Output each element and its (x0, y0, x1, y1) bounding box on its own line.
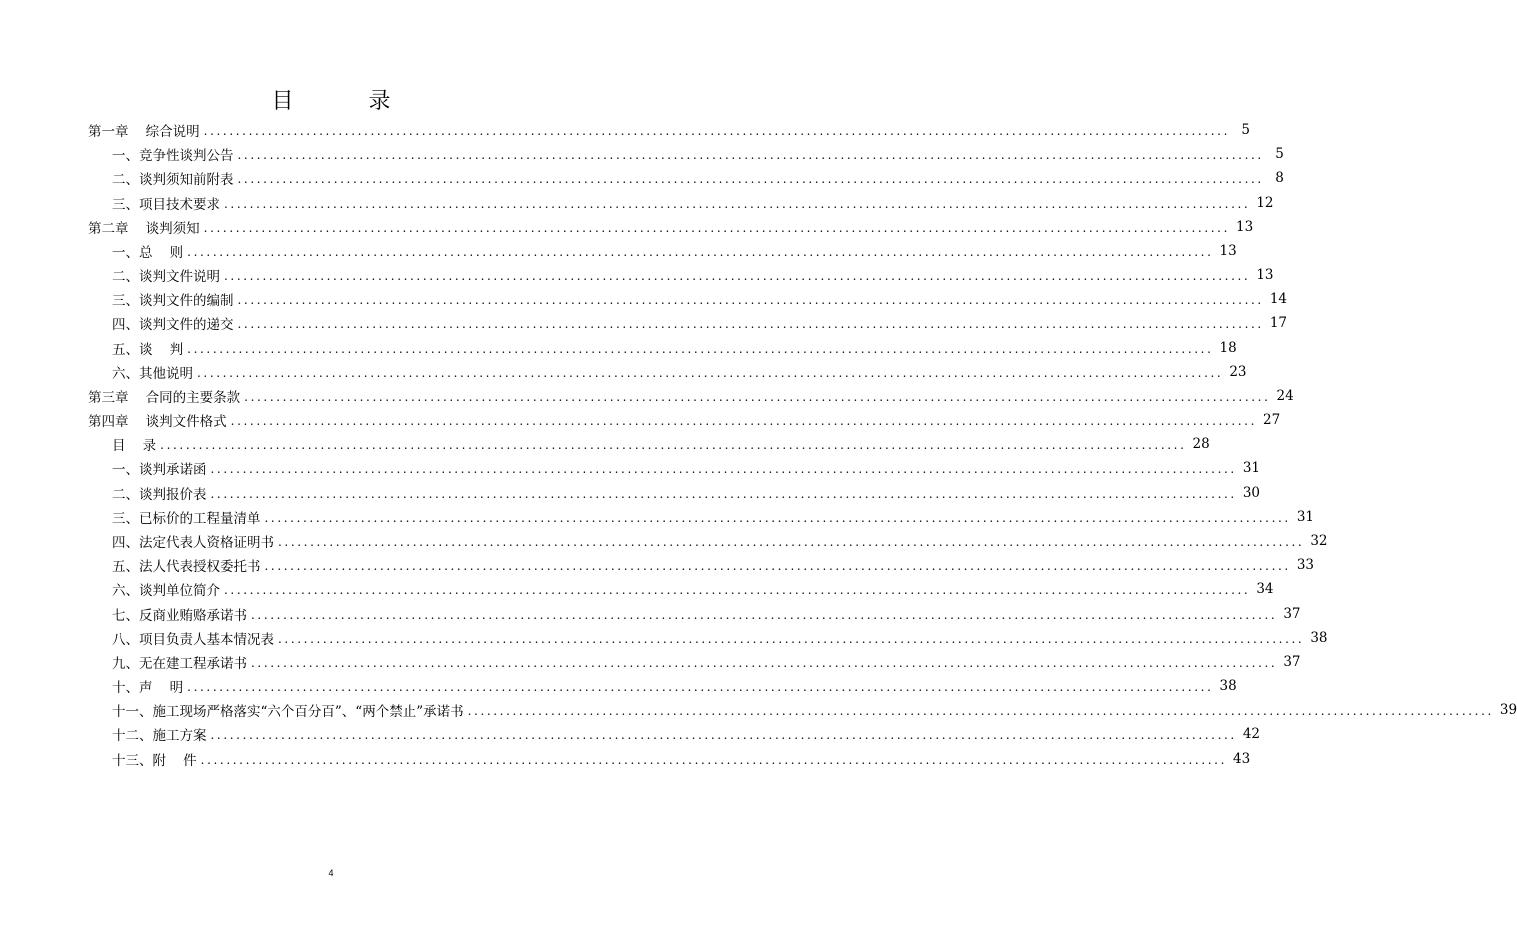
toc-entry-label: 三、项目技术要求 (112, 196, 220, 213)
toc-entry-page: 33 (1296, 557, 1314, 574)
toc-entry-label: 十一、施工现场严格落实“六个百分百”、“两个禁止”承诺书 (112, 704, 464, 721)
toc-leader-dots: ................................................................................................................................................................ (210, 486, 1237, 501)
toc-entry-label: 十二、施工方案 (112, 728, 207, 745)
toc-entry[interactable] (88, 698, 1517, 722)
toc-leader-dots: ................................................................................................................................................................ (251, 607, 1278, 622)
toc-leader-dots: ................................................................................................................................................................ (210, 462, 1237, 477)
toc-entry-page: 13 (1256, 267, 1274, 284)
toc-entry-page: 28 (1192, 436, 1210, 453)
toc-entry-page: 13 (1235, 218, 1254, 235)
toc-entry-label: 一、竞争性谈判公告 (112, 148, 234, 165)
toc-entry[interactable] (88, 311, 1287, 335)
toc-entry[interactable] (88, 384, 1294, 408)
toc-entry-label: 一、总 则 (112, 244, 184, 261)
toc-leader-dots: ................................................................................................................................................................ (200, 752, 1227, 767)
toc-leader-dots: ................................................................................................................................................................ (278, 535, 1305, 549)
toc-entry-page: 34 (1256, 581, 1274, 598)
toc-entry[interactable] (88, 215, 1254, 239)
toc-leader-dots: ................................................................................................................................................................ (224, 269, 1251, 284)
toc-entry-label: 五、法人代表授权委托书 (112, 559, 261, 576)
toc-entry[interactable] (88, 263, 1274, 287)
toc-entry[interactable] (88, 577, 1274, 601)
page-number: 4 (328, 868, 334, 878)
toc-entry-page: 32 (1310, 533, 1328, 549)
toc-leader-dots: ................................................................................................................................................................ (160, 438, 1187, 453)
toc-leader-dots: ................................................................................................................................................................ (237, 172, 1264, 187)
toc-entry-label: 二、谈判须知前附表 (112, 172, 234, 189)
toc-entry-label: 二、谈判文件说明 (112, 269, 220, 286)
toc-entry-label: 第二章 谈判须知 (88, 220, 200, 237)
toc-entry-label: 六、其他说明 (112, 365, 193, 382)
toc-leader-dots: ................................................................................................................................................................ (230, 414, 1257, 429)
toc-entry-label: 第四章 谈判文件格式 (88, 414, 227, 431)
toc-entry-page: 13 (1219, 242, 1237, 259)
toc-entry-page: 31 (1242, 460, 1260, 477)
toc-entry[interactable] (88, 456, 1260, 480)
toc-entry[interactable] (88, 118, 1250, 142)
toc-entry-page: 24 (1276, 387, 1294, 404)
toc-entry[interactable] (88, 287, 1287, 311)
toc-entry-page: 8 (1275, 170, 1284, 187)
toc-entry-label: 目 录 (112, 438, 157, 455)
toc-leader-dots: ................................................................................................................................................................ (237, 317, 1264, 332)
toc-leader-dots: ................................................................................................................................................................ (187, 680, 1214, 695)
toc-leader-dots: ................................................................................................................................................................ (264, 559, 1291, 574)
toc-entry[interactable] (88, 674, 1237, 698)
toc-entry[interactable] (88, 626, 1328, 650)
toc-leader-dots: ................................................................................................................................................................ (224, 196, 1251, 211)
toc-leader-dots: ................................................................................................................................................................ (251, 655, 1278, 670)
toc-entry[interactable] (88, 432, 1210, 456)
toc-entry-page: 31 (1296, 508, 1314, 525)
toc-entry-label: 四、法定代表人资格证明书 (112, 535, 274, 551)
toc-entry-page: 12 (1256, 194, 1274, 211)
toc-leader-dots: ................................................................................................................................................................ (210, 728, 1237, 743)
toc-entry-label: 三、谈判文件的编制 (112, 293, 234, 310)
toc-leader-dots: ................................................................................................................................................................ (237, 148, 1264, 163)
toc-entry[interactable] (88, 481, 1260, 505)
toc-entry[interactable] (88, 553, 1314, 577)
toc-entry-label: 一、谈判承诺函 (112, 462, 207, 479)
toc-entry-page: 39 (1499, 702, 1517, 719)
toc-entry-page: 43 (1232, 750, 1251, 767)
toc-entry-label: 四、谈判文件的递交 (112, 317, 234, 334)
toc-entry-page: 37 (1283, 653, 1301, 670)
toc-entry[interactable] (88, 650, 1301, 674)
toc-entry-page: 27 (1262, 412, 1281, 429)
toc-entry-label: 七、反商业贿赂承诺书 (112, 607, 247, 624)
toc-entry[interactable] (88, 746, 1251, 770)
toc-leader-dots: ................................................................................................................................................................ (264, 510, 1291, 525)
toc-entry[interactable] (88, 360, 1247, 384)
toc-entry[interactable] (88, 529, 1328, 553)
toc-entry[interactable] (88, 408, 1281, 432)
toc-leader-dots: ................................................................................................................................................................ (197, 365, 1224, 380)
toc-entry-page: 23 (1229, 363, 1247, 380)
toc-entry-page: 37 (1283, 605, 1301, 622)
toc-entry-page: 38 (1310, 629, 1328, 646)
toc-leader-dots: ................................................................................................................................................................ (224, 583, 1251, 598)
toc-entry[interactable] (88, 722, 1260, 746)
toc-entry-label: 五、谈 判 (112, 341, 184, 358)
toc-entry-label: 九、无在建工程承诺书 (112, 655, 247, 672)
toc-entry[interactable] (88, 142, 1284, 166)
toc-entry-label: 二、谈判报价表 (112, 486, 207, 503)
toc-entry-page: 17 (1269, 315, 1287, 332)
toc-entry-page: 42 (1242, 726, 1260, 743)
toc-entry-page: 18 (1219, 339, 1237, 356)
toc-entry[interactable] (88, 601, 1301, 625)
toc-leader-dots: ................................................................................................................................................................ (203, 124, 1230, 139)
toc-leader-dots: ................................................................................................................................................................ (203, 220, 1230, 235)
toc-entry-page: 5 (1241, 122, 1250, 139)
toc-entry-label: 六、谈判单位简介 (112, 583, 220, 600)
toc-leader-dots: ................................................................................................................................................................ (237, 293, 1264, 308)
toc-entry[interactable] (88, 336, 1237, 360)
toc-leader-dots: ................................................................................................................................................................ (467, 704, 1494, 719)
toc-entry-label: 第一章 综合说明 (88, 124, 200, 141)
toc-leader-dots: ................................................................................................................................................................ (244, 389, 1271, 404)
toc-entry[interactable] (88, 239, 1237, 263)
toc-entry[interactable] (88, 191, 1274, 215)
toc-entry-page: 14 (1269, 291, 1287, 308)
toc-title: 目 录 (271, 89, 425, 114)
toc-entry[interactable] (88, 166, 1284, 190)
toc-entry-page: 38 (1219, 678, 1237, 695)
toc-entry-label: 第三章 合同的主要条款 (88, 389, 241, 406)
toc-entry-label: 十三、附 件 (112, 752, 197, 769)
table-of-contents (88, 118, 1517, 771)
toc-entry-label: 三、已标价的工程量清单 (112, 510, 261, 527)
toc-entry[interactable] (88, 505, 1314, 529)
toc-leader-dots: ................................................................................................................................................................ (187, 341, 1214, 356)
toc-entry-page: 30 (1242, 484, 1260, 501)
toc-entry-page: 5 (1275, 146, 1284, 163)
toc-leader-dots: ................................................................................................................................................................ (278, 631, 1305, 646)
toc-entry-label: 十、声 明 (112, 680, 184, 697)
toc-entry-label: 八、项目负责人基本情况表 (112, 631, 274, 648)
toc-leader-dots: ................................................................................................................................................................ (187, 244, 1214, 259)
